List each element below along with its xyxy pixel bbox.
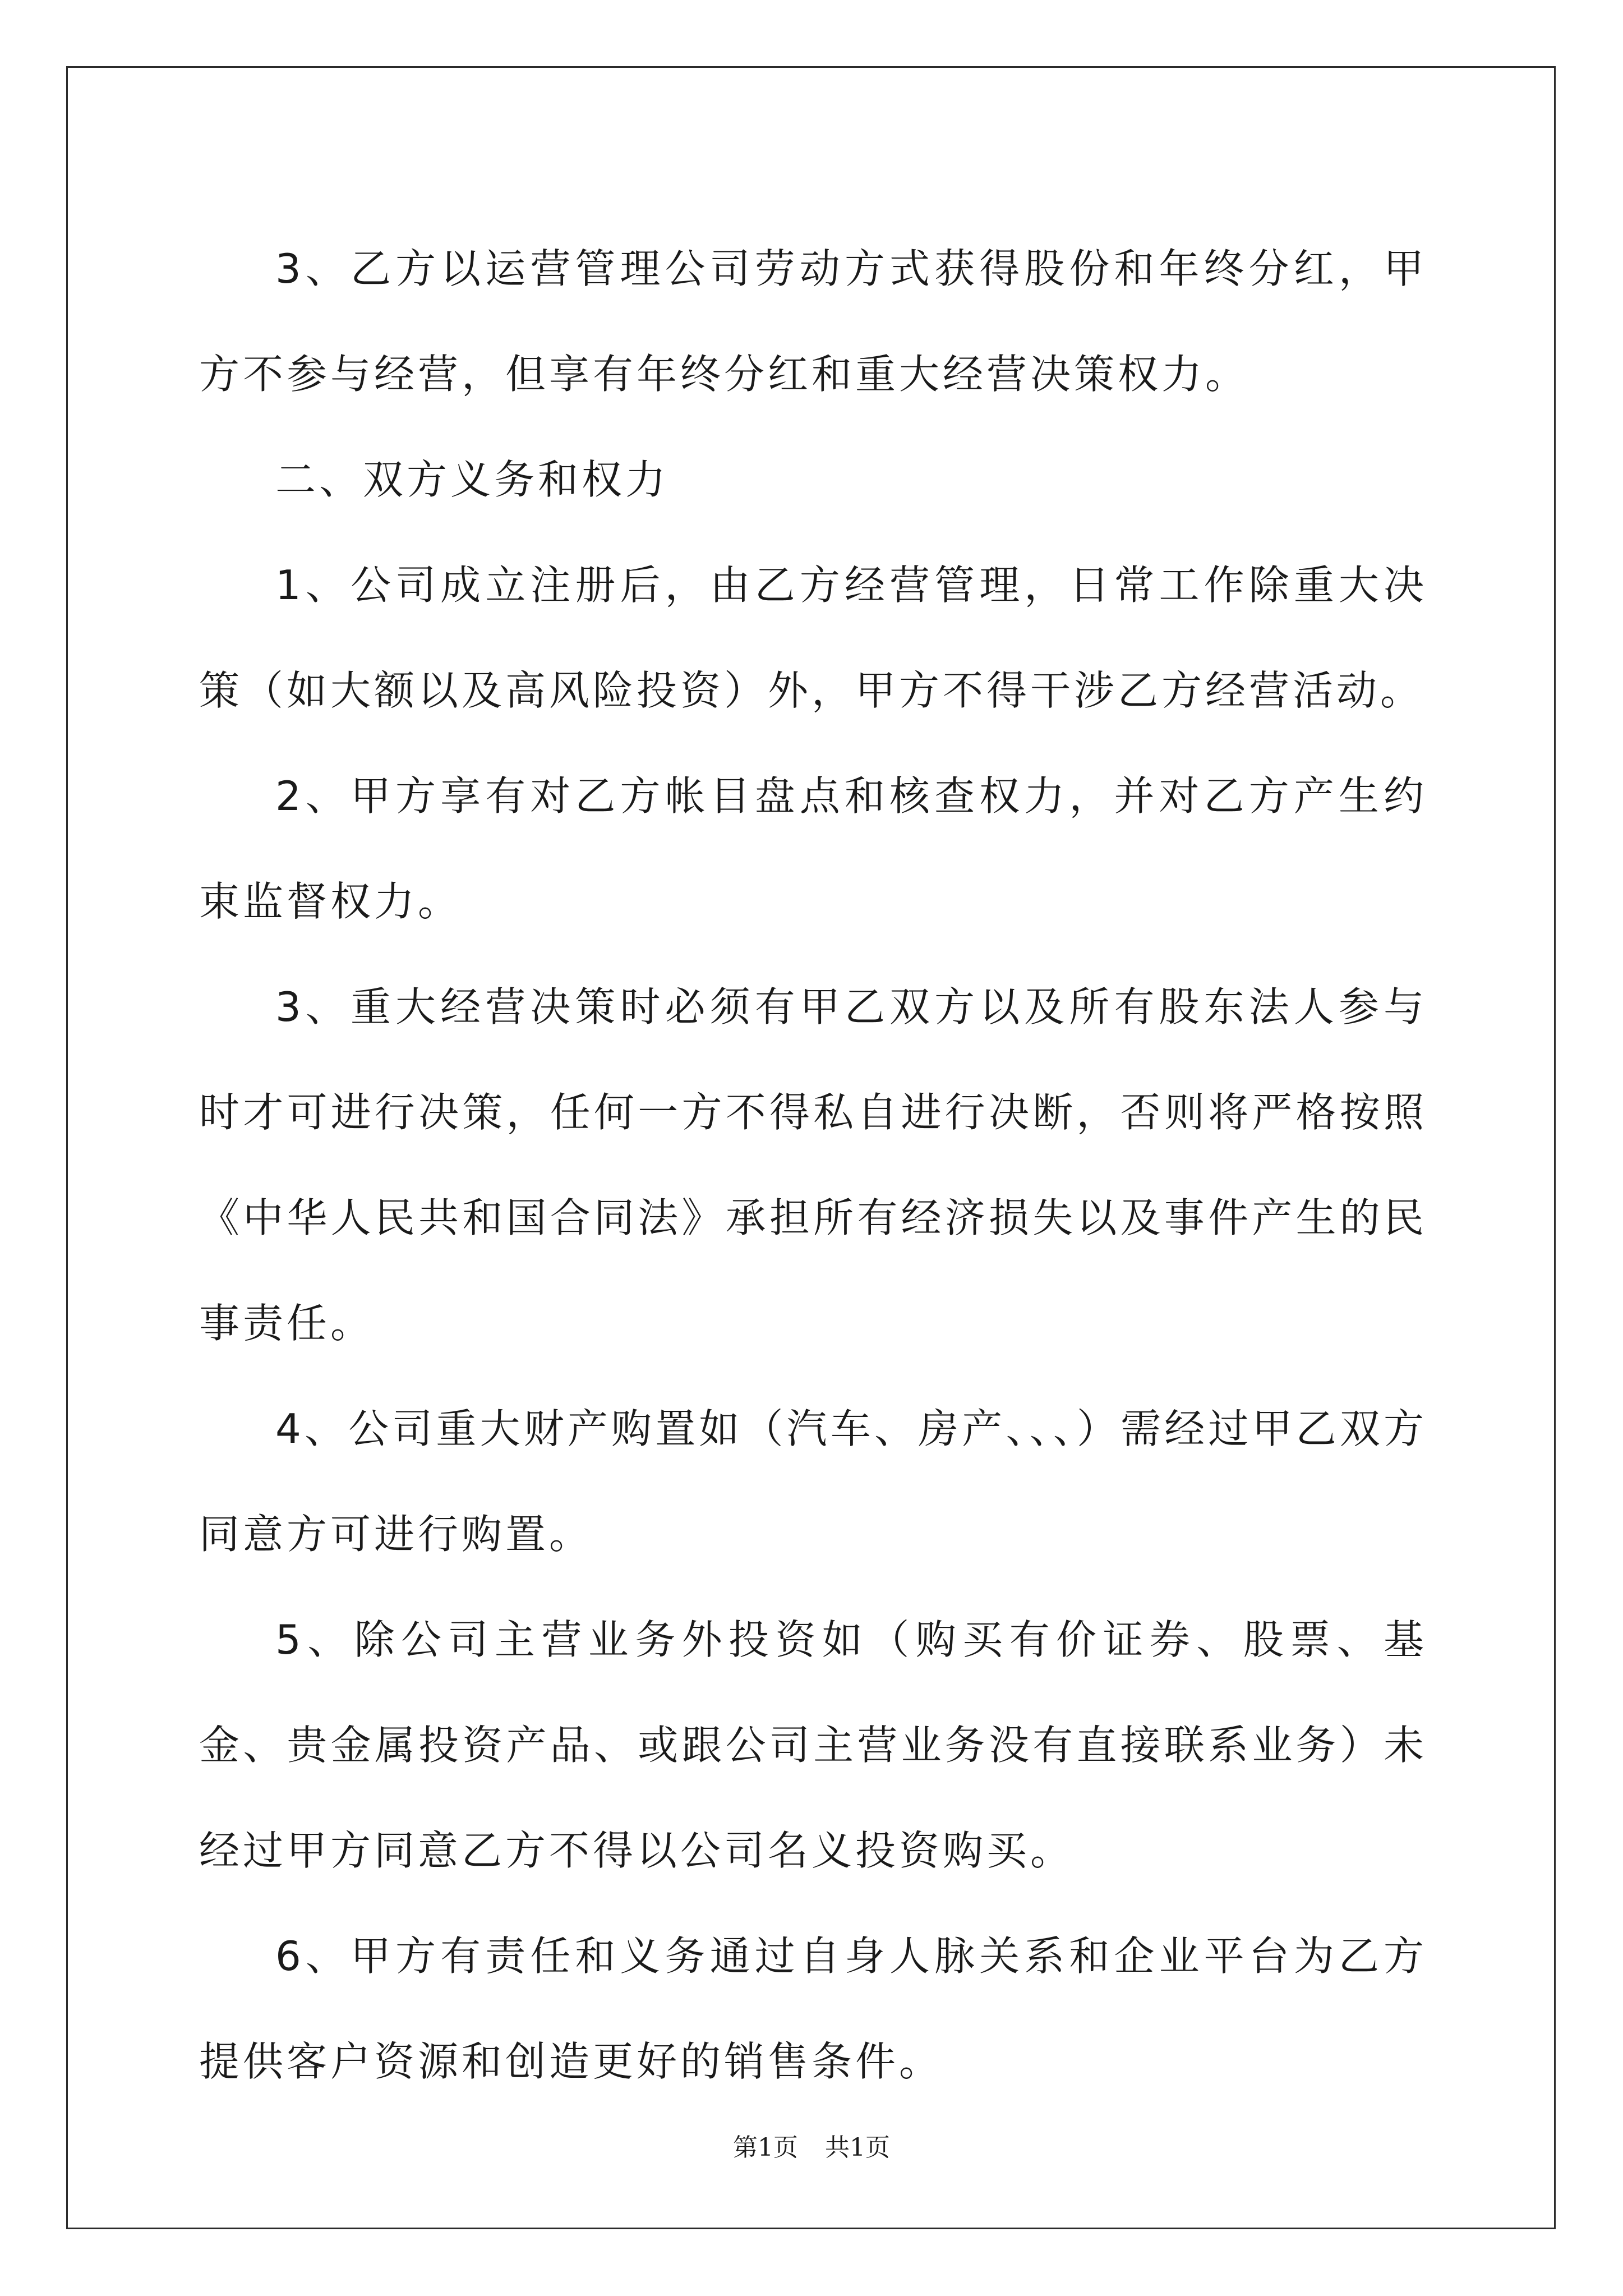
document-body xyxy=(199,216,1427,2114)
paragraph-clause-5-investment: 5、除公司主营业务外投资如（购买有价证券、股票、基金、贵金属投资产品、或跟公司主营业务没有直接联系业务）未经过甲方同意乙方不得以公司名义投资购买。 xyxy=(199,1616,1427,1874)
paragraph-clause-3-decisions: 3、重大经营决策时必须有甲乙双方以及所有股东法人参与时才可进行决策，任何一方不得私自进行决断，否则将严格按照《中华人民共和国合同法》承担所有经济损失以及事件产生的民事责任。 xyxy=(199,983,1427,1347)
paragraph-clause-4-property: 4、公司重大财产购置如（汽车、房产、、、）需经过甲乙双方同意方可进行购置。 xyxy=(199,1405,1427,1558)
section-heading-obligations: 二、双方义务和权力 xyxy=(275,456,670,503)
page-number-current: 第1页 xyxy=(733,2133,798,2162)
paragraph-clause-1-management: 1、公司成立注册后，由乙方经营管理，日常工作除重大决策（如大额以及高风险投资）外，甲方不得干涉乙方经营活动。 xyxy=(199,562,1427,714)
paragraph-clause-6-resources: 6、甲方有责任和义务通过自身人脉关系和企业平台为乙方提供客户资源和创造更好的销售条件。 xyxy=(199,1932,1427,2085)
page-footer xyxy=(0,2127,1623,2163)
paragraph-clause-3-shares: 3、乙方以运营管理公司劳动方式获得股份和年终分红，甲方不参与经营，但享有年终分红和重大经营决策权力。 xyxy=(199,245,1427,398)
page-number-total: 共1页 xyxy=(825,2133,890,2162)
paragraph-clause-2-audit: 2、甲方享有对乙方帐目盘点和核查权力，并对乙方产生约束监督权力。 xyxy=(199,772,1427,925)
